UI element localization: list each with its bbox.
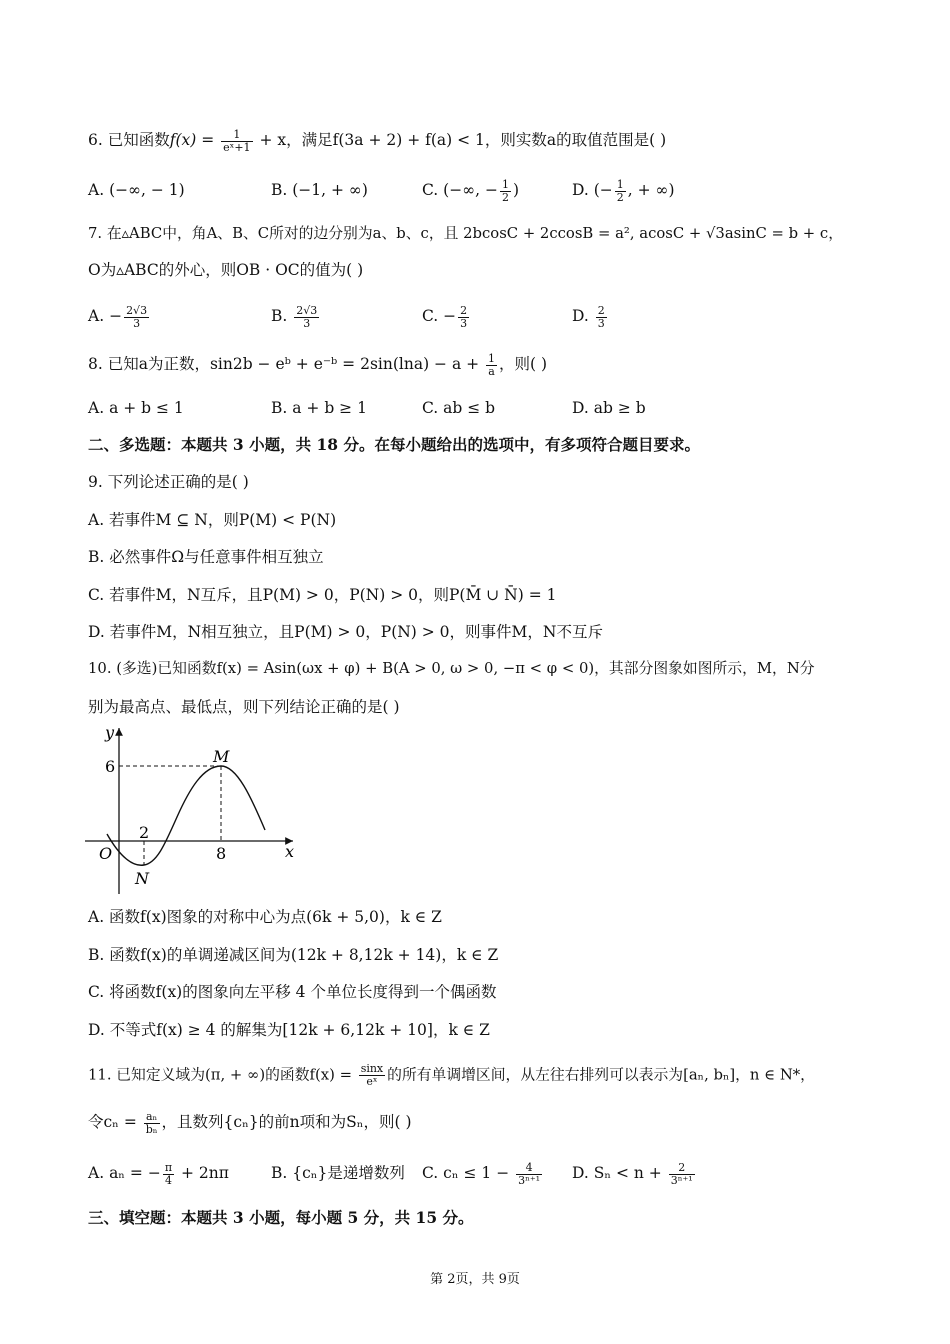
- tick-6: 6: [105, 757, 116, 776]
- q10-line1: 10. (多选)已知函数f(x) = Asin(ωx + φ) + B(A > 0, ω > 0, −π < φ < 0)，其部分图象如图所示，M，N分: [88, 660, 815, 677]
- q10-option-d: D. 不等式f(x) ≥ 4 的解集为[12k + 6,12k + 10]，k ∈ Z: [88, 1021, 490, 1039]
- q11-option-d: D. Sₙ < n + $\frac{2}{\text{3ⁿ⁺¹}}$: [572, 1160, 693, 1187]
- section-2-heading: 二、多选题：本题共 3 小题，共 18 分。在每小题给出的选项中，有多项符合题目要求。: [88, 435, 700, 454]
- x-axis-label: x: [285, 842, 295, 861]
- q9-option-c: C. 若事件M，N互斥，且P(M) > 0，P(N) > 0，则P(M̄ ∪ N̄) = 1: [88, 586, 557, 604]
- q7-option-a: A. − $\frac{2√3}{3}$: [88, 303, 148, 330]
- section-3-heading: 三、填空题：本题共 3 小题，每小题 5 分，共 15 分。: [88, 1208, 474, 1227]
- q7-option-b: B. $\frac{2√3}{3}$: [271, 303, 318, 330]
- q8-option-d: D. ab ≥ b: [572, 399, 646, 417]
- q9-option-a: A. 若事件M ⊆ N，则P(M) < P(N): [88, 511, 337, 529]
- q6-option-c: C. (−∞, − $\frac{1}{2}$ ): [422, 177, 520, 204]
- q8-option-a: A. a + b ≤ 1: [88, 399, 184, 417]
- q10-graph: [85, 722, 305, 897]
- point-n-label: N: [135, 869, 149, 888]
- y-axis-label: y: [105, 723, 115, 742]
- q8-option-b: B. a + b ≥ 1: [271, 399, 367, 417]
- tick-8: 8: [216, 844, 227, 863]
- q7-line2: O为▵ABC的外心，则OB · OC的值为( ): [88, 261, 364, 279]
- origin-label: O: [99, 844, 113, 863]
- q10-option-c: C. 将函数f(x)的图象向左平移 4 个单位长度得到一个偶函数: [88, 983, 497, 1001]
- q11-line1: 11. 已知定义域为(π, + ∞)的函数f(x) = $\frac{\sin x}{\text{eˣ}}$ 的所有单调增区间，从左往右排列可以表示为[aₙ, bₙ]，n ∈ N*，: [88, 1062, 815, 1088]
- q6-option-a: A. (−∞, − 1): [88, 181, 185, 199]
- tick-2: 2: [139, 823, 150, 842]
- point-m-label: M: [213, 747, 230, 766]
- q10-option-b: B. 函数f(x)的单调递减区间为(12k + 8,12k + 14)，k ∈ Z: [88, 946, 499, 964]
- q11-option-c: C. cₙ ≤ 1 − $\frac{4}{\text{3ⁿ⁺¹}}$: [422, 1160, 541, 1187]
- q8-stem: 8. 已知a为正数，sin2b − eᵇ + e⁻ᵇ = 2sin(lna) − a + $\frac{1}{a}$ ，则( ): [88, 351, 548, 378]
- q9-option-d: D. 若事件M，N相互独立，且P(M) > 0，P(N) > 0，则事件M，N不互斥: [88, 623, 603, 641]
- q9-option-b: B. 必然事件Ω与任意事件相互独立: [88, 548, 324, 566]
- q6-option-d: D. (− $\frac{1}{2}$ , + ∞): [572, 177, 675, 204]
- q6-stem: 6. 已知函数f(x) = $\frac{1}{\text{eˣ+1}}$ + x，满足f(3a + 2) + f(a) < 1，则实数a的取值范围是( ): [88, 127, 667, 154]
- q11-line2: 令cₙ = $\frac{\text{aₙ}}{\text{bₙ}}$ ，且数列{cₙ}的前n项和为Sₙ，则( ): [88, 1109, 412, 1136]
- q8-option-c: C. ab ≤ b: [422, 399, 496, 417]
- q7-option-c: C. − $\frac{2}{3}$: [422, 303, 468, 330]
- q11-option-b: B. {cₙ}是递增数列: [271, 1164, 405, 1182]
- sine-curve: [107, 766, 265, 865]
- q11-option-a: A. aₙ = − $\frac{\pi}{4}$ + 2nπ: [88, 1160, 229, 1187]
- q9-stem: 9. 下列论述正确的是( ): [88, 473, 249, 491]
- q7-option-d: D. $\frac{2}{3}$: [572, 303, 605, 330]
- q6-option-b: B. (−1, + ∞): [271, 181, 368, 199]
- q10-option-a: A. 函数f(x)图象的对称中心为点(6k + 5,0)，k ∈ Z: [88, 908, 442, 926]
- q7-line1: 7. 在▵ABC中，角A、B、C所对的边分别为a、b、c，且 2bcosC + 2ccosB = a², acosC + √3asinC = b + c，: [88, 225, 843, 242]
- q10-line2: 别为最高点、最低点，则下列结论正确的是( ): [88, 698, 400, 716]
- q6-fraction: $\frac{1}{\text{eˣ+1}}$: [223, 127, 251, 154]
- page-footer: 第 2页，共 9页: [430, 1272, 520, 1287]
